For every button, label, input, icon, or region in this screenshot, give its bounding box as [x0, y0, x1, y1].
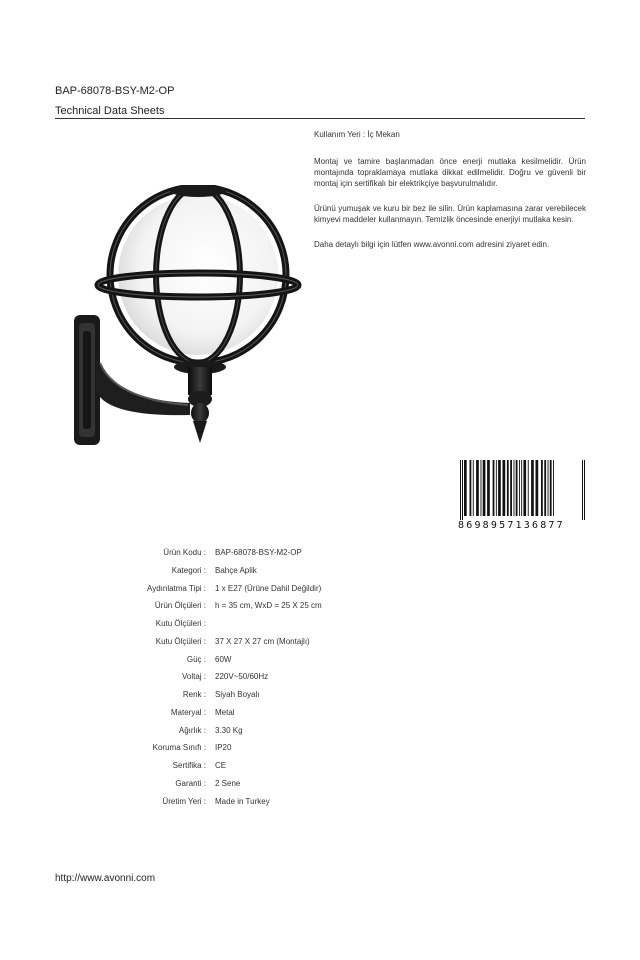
- cleaning-note: Ürünü yumuşak ve kuru bir bez ile silin. Ürün kaplamasına zarar verebilecek kimyevi maddeler kullanmayın. Temizlik öncesinde enerjiyi mutlaka kesin.: [314, 204, 586, 224]
- barcode-bar: [462, 460, 463, 520]
- spec-value: 37 X 27 X 27 cm (Montajlı): [215, 636, 310, 646]
- spec-label: Ürün Kodu :: [163, 548, 206, 557]
- spec-row-box-dimensions: [0, 633, 640, 651]
- barcode-number: 8698957136877: [458, 520, 565, 531]
- spec-label: Ürün Ölçüleri :: [154, 601, 206, 611]
- usage-notes: [314, 129, 586, 264]
- spec-row-origin: [0, 793, 640, 811]
- barcode-bar: [582, 460, 583, 520]
- barcode-bar: [521, 460, 522, 516]
- barcode-bar: [464, 460, 467, 516]
- spec-label: Güç :: [186, 654, 206, 664]
- spec-row-product-code: [0, 544, 640, 562]
- barcode-bar: [584, 460, 585, 520]
- spec-value: 1 x E27 (Ürüne Dahil Değildir): [215, 583, 322, 593]
- spec-value: IP20: [215, 743, 232, 753]
- spec-row-protection-class: [0, 739, 640, 757]
- barcode-bar: [544, 460, 546, 516]
- spec-row-voltage: [0, 668, 640, 686]
- barcode-bar: [481, 460, 482, 516]
- spec-value: Bahçe Aplik: [215, 565, 257, 575]
- spec-value: BAP-68078-BSY-M2-OP: [215, 548, 302, 557]
- spec-row-color: [0, 686, 640, 704]
- document-subtitle: Technical Data Sheets: [55, 105, 165, 117]
- spec-label: Garanti :: [175, 778, 206, 788]
- spec-label: Sertifika :: [172, 761, 206, 770]
- product-image-lamp: [60, 185, 310, 460]
- spec-row-lighting-type: [0, 580, 640, 598]
- barcode-bar: [483, 460, 486, 516]
- spec-value: 220V~50/60Hz: [215, 672, 269, 682]
- footer-website-link[interactable]: http://www.avonni.com: [55, 873, 156, 884]
- barcode-bar: [507, 460, 509, 516]
- spec-row-certificate: [0, 757, 640, 775]
- spec-label: Koruma Sınıfı :: [152, 743, 206, 753]
- spec-label: Materyal :: [170, 707, 206, 717]
- spec-table: [0, 544, 640, 810]
- spec-value: 60W: [215, 654, 232, 664]
- barcode-bar: [514, 460, 515, 516]
- spec-row-power: [0, 651, 640, 669]
- spec-label: Aydınlatma Tipi :: [147, 583, 206, 593]
- barcode-bar: [476, 460, 479, 516]
- header-divider: [55, 118, 585, 119]
- barcode-bar: [553, 460, 554, 516]
- spec-row-material: [0, 704, 640, 722]
- spec-row-warranty: [0, 775, 640, 793]
- barcode-bar: [550, 460, 552, 516]
- spec-value: 3.30 Kg: [215, 725, 243, 735]
- barcode-bar: [487, 460, 490, 516]
- spec-label: Voltaj :: [181, 672, 206, 682]
- spec-value: h = 35 cm, WxD = 25 X 25 cm: [215, 601, 322, 611]
- product-code-title: BAP-68078-BSY-M2-OP: [55, 85, 175, 97]
- spec-row-product-dimensions: [0, 597, 640, 615]
- spec-value: Made in Turkey: [215, 796, 270, 806]
- spec-value: Siyah Boyalı: [215, 690, 260, 699]
- usage-location: Kullanım Yeri : İç Mekan: [314, 130, 400, 139]
- barcode-bar: [548, 460, 549, 516]
- barcode-bar: [496, 460, 497, 516]
- spec-label: Ağırlık :: [178, 725, 206, 735]
- spec-label: Üretim Yeri :: [162, 796, 206, 806]
- barcode-bar: [531, 460, 534, 516]
- spec-label: Kutu Ölçüleri :: [155, 619, 206, 628]
- barcode-bar: [519, 460, 520, 516]
- barcode-bar: [536, 460, 539, 516]
- spec-label: Kategori :: [171, 565, 206, 575]
- barcode-bar: [510, 460, 512, 516]
- barcode-bar: [541, 460, 543, 516]
- barcode-bar: [503, 460, 506, 516]
- website-note: Daha detaylı bilgi için lütfen www.avonni.com adresini ziyaret edin.: [314, 240, 550, 249]
- barcode-bar: [523, 460, 526, 516]
- spec-row-weight: [0, 722, 640, 740]
- barcode: [458, 460, 586, 532]
- barcode-bars: [458, 460, 586, 520]
- barcode-bar: [498, 460, 501, 516]
- barcode-bar: [473, 460, 474, 516]
- spec-value: 2 Sene: [215, 778, 241, 788]
- barcode-bar: [470, 460, 472, 516]
- installation-note: Montaj ve tamire başlanmadan önce enerji mutlaka kesilmelidir. Ürün montajında topraklamaya mutlaka dikkat edilmelidir. Doğru ve güvenli bir montaj için sertifikalı bir elektrikçiye başvurulmalıdır.: [314, 157, 586, 188]
- barcode-bar: [460, 460, 461, 520]
- barcode-bar: [493, 460, 495, 516]
- document-header: [55, 84, 585, 118]
- barcode-bar: [528, 460, 529, 516]
- spec-row-category: [0, 562, 640, 580]
- spec-value: Metal: [215, 707, 235, 717]
- spec-value: CE: [215, 761, 227, 770]
- spec-row-box-dimensions-empty: [0, 615, 640, 633]
- barcode-bar: [516, 460, 518, 516]
- spec-label: Renk :: [182, 690, 206, 699]
- spec-label: Kutu Ölçüleri :: [155, 636, 206, 646]
